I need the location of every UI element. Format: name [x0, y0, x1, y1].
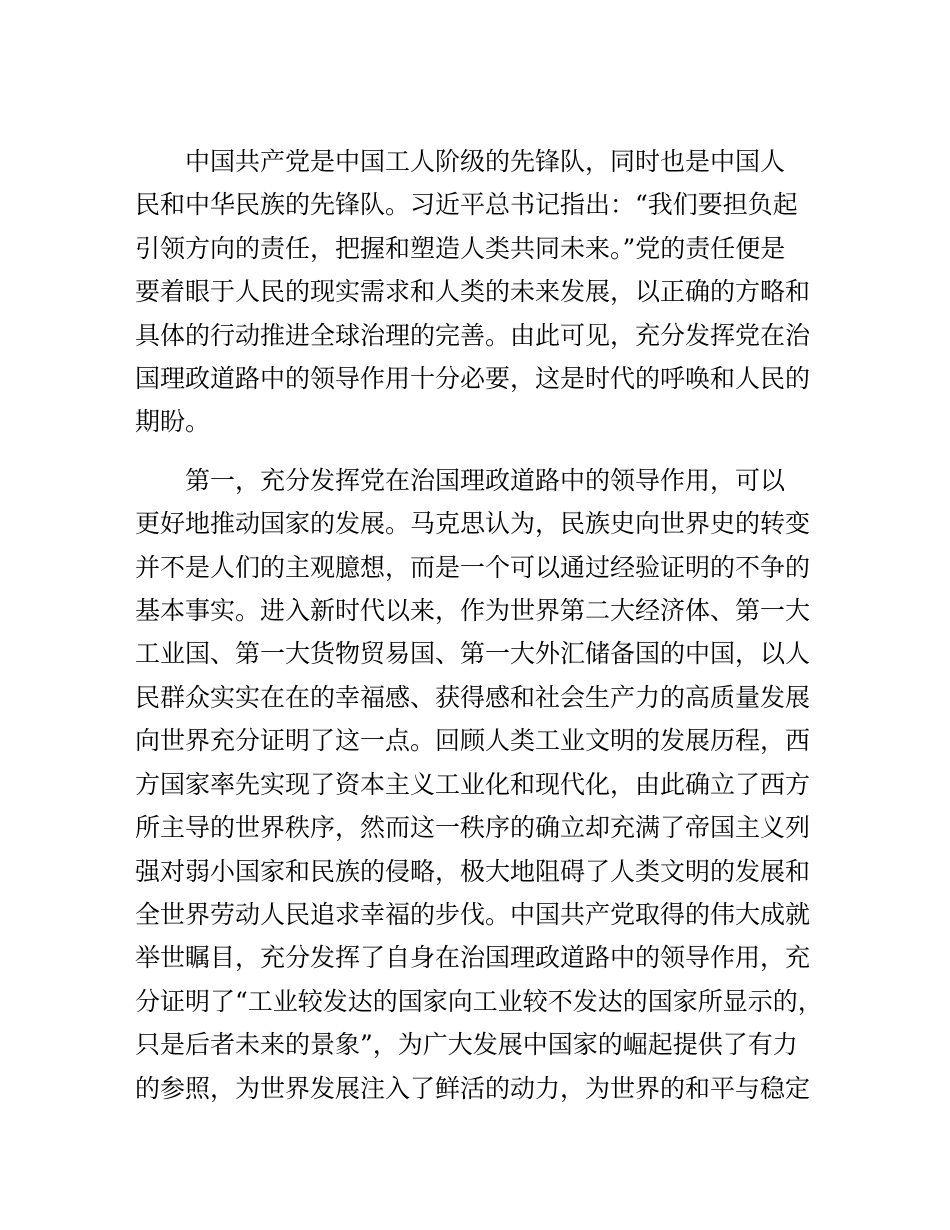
text-line: 具体的行动推进全球治理的完善。由此可见，充分发挥党在治 — [135, 320, 811, 350]
text-line: 强对弱小国家和民族的侵略，极大地阻碍了人类文明的发展和 — [135, 856, 811, 886]
text-line: 方国家率先实现了资本主义工业化和现代化，由此确立了西方 — [135, 769, 811, 799]
text-line: 中国共产党是中国工人阶级的先锋队，同时也是中国人 — [185, 147, 786, 176]
text-line: 第一，充分发挥党在治国理政道路中的领导作用，可以 — [185, 465, 786, 495]
text-line: 民群众实实在在的幸福感、获得感和社会生产力的高质量发展 — [135, 682, 811, 712]
document-text-body — [135, 140, 827, 1110]
text-line: 的参照，为世界发展注入了鲜活的动力，为世界的和平与稳定 — [135, 1073, 811, 1103]
text-line: 向世界充分证明了这一点。回顾人类工业文明的发展历程，西 — [135, 726, 811, 756]
paragraph-1 — [135, 140, 827, 444]
text-line: 基本事实。进入新时代以来，作为世界第二大经济体、第一大 — [135, 596, 811, 626]
text-line: 举世瞩目，充分发挥了自身在治国理政道路中的领导作用，充 — [135, 943, 811, 973]
text-line: 民和中华民族的先锋队。习近平总书记指出：“我们要担负起 — [135, 190, 798, 220]
text-line: 期盼。 — [135, 407, 211, 437]
text-line: 并不是人们的主观臆想，而是一个可以通过经验证明的不争的 — [135, 552, 811, 582]
text-line: 引领方向的责任，把握和塑造人类共同未来。”党的责任便是 — [135, 233, 786, 263]
text-line: 要着眼于人民的现实需求和人类的未来发展，以正确的方略和 — [135, 277, 811, 307]
text-line: 国理政道路中的领导作用十分必要，这是时代的呼唤和人民的 — [135, 364, 811, 394]
text-line: 分证明了“工业较发达的国家向工业较不发达的国家所显示的， — [135, 986, 823, 1016]
paragraph-2 — [135, 459, 827, 1110]
text-line: 工业国、第一大货物贸易国、第一大外汇储备国的中国，以人 — [135, 639, 811, 669]
text-line: 只是后者未来的景象”，为广大发展中国家的崛起提供了有力 — [135, 1030, 798, 1060]
text-line: 更好地推动国家的发展。马克思认为，民族史向世界史的转变 — [135, 509, 811, 539]
text-line: 全世界劳动人民追求幸福的步伐。中国共产党取得的伟大成就 — [135, 899, 811, 929]
text-line: 所主导的世界秩序，然而这一秩序的确立却充满了帝国主义列 — [135, 813, 811, 843]
